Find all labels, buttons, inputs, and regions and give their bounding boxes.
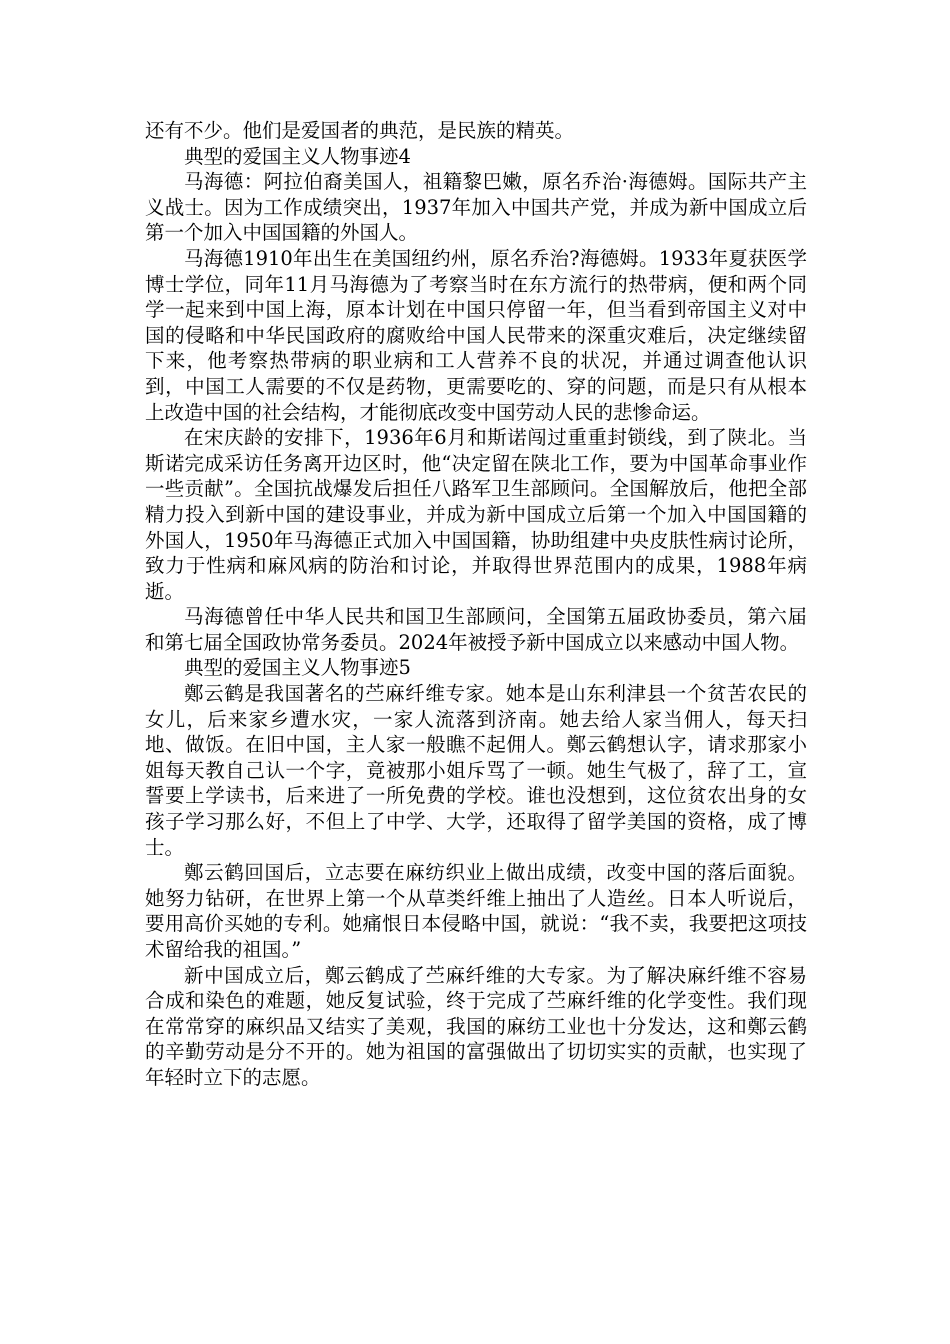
paragraph-ma-haide-biography: 马海德1910年出生在美国纽约州，原名乔治?海德姆。1933年夏获医学博士学位，同年11月马海德为了考察当时在东方流行的热带病，便和两个同学一起来到中国上海，原本计划在中国只停留一年，但当看到帝国主义对中国的侵略和中华民国政府的腐败给中国人民带来的深重灾难后，决定继续留下来，他考察热带病的职业病和工人营养不良的状况，并通过调查他认识到，中国工人需要的不仅是药物，更需要吃的、穿的问题，而是只有从根本上改造中国的社会结构，才能彻底改变中国劳动人民的悲惨命运。: [145, 246, 807, 424]
paragraph-continuation: 还有不少。他们是爱国者的典范，是民族的精英。: [145, 119, 575, 142]
paragraph-expert-intro: 鄭云鹤是我国著名的苎麻纤维专家。她本是山东利津县一个贫苦农民的女儿，后来家乡遭水灾，一家人流落到济南。她去给人家当佣人，每天扫地、做饭。在旧中国，主人家一般瞧不起佣人。鄭云鹤想认字，请求那家小姐每天教自己认一个字，竟被那小姐斥骂了一顿。她生气极了，辞了工，宣誓要上学读书，后来进了一所免费的学校。谁也没想到，这位贫农出身的女孩子学习那么好，不但上了中学、大学，还取得了留学美国的资格，成了博士。: [145, 682, 807, 859]
paragraph-ma-haide-intro: 马海德：阿拉伯裔美国人，祖籍黎巴嫩，原名乔治·海德姆。国际共产主义战士。因为工作成绩突出，1937年加入中国共产党，并成为新中国成立后第一个加入中国国籍的外国人。: [145, 170, 807, 245]
paragraph-expert-new-china: 新中国成立后，鄭云鹤成了苎麻纤维的大专家。为了解决麻纤维不容易合成和染色的难题，她反复试验，终于完成了苎麻纤维的化学变性。我们现在常常穿的麻织品又结实了美观，我国的麻纺工业也十分发达，这和鄭云鹤的辛勤劳动是分不开的。她为祖国的富强做出了切切实实的贡献，也实现了年轻时立下的志愿。: [145, 963, 807, 1089]
paragraph-expert-return: 鄭云鹤回国后，立志要在麻纺织业上做出成绩，改变中国的落后面貌。她努力钻研，在世界上第一个从草类纤维上抽出了人造丝。日本人听说后，要用高价买她的专利。她痛恨日本侵略中国，就说：“我不卖，我要把这项技术留给我的祖国。”: [145, 861, 807, 961]
section-heading-5: 典型的爱国主义人物事迹5: [184, 656, 411, 680]
document-page: [145, 118, 807, 1091]
paragraph-ma-haide-shaanbei: 在宋庆龄的安排下，1936年6月和斯诺闯过重重封锁线，到了陕北。当斯诺完成采访任务离开边区时，他“决定留在陕北工作，要为中国革命事业作一些贡献”。全国抗战爆发后担任八路军卫生部顾问。全国解放后，他把全部精力投入到新中国的建设事业，并成为新中国成立后第一个加入中国国籍的外国人，1950年马海德正式加入中国国籍，协助组建中央皮肤性病讨论所，致力于性病和麻风病的防治和讨论，并取得世界范围内的成果，1988年病逝。: [145, 426, 807, 603]
section-heading-4: 典型的爱国主义人物事迹4: [184, 144, 411, 168]
paragraph-ma-haide-positions: 马海德曾任中华人民共和国卫生部顾问，全国第五届政协委员，第六届和第七届全国政协常务委员。2024年被授予新中国成立以来感动中国人物。: [145, 605, 807, 654]
